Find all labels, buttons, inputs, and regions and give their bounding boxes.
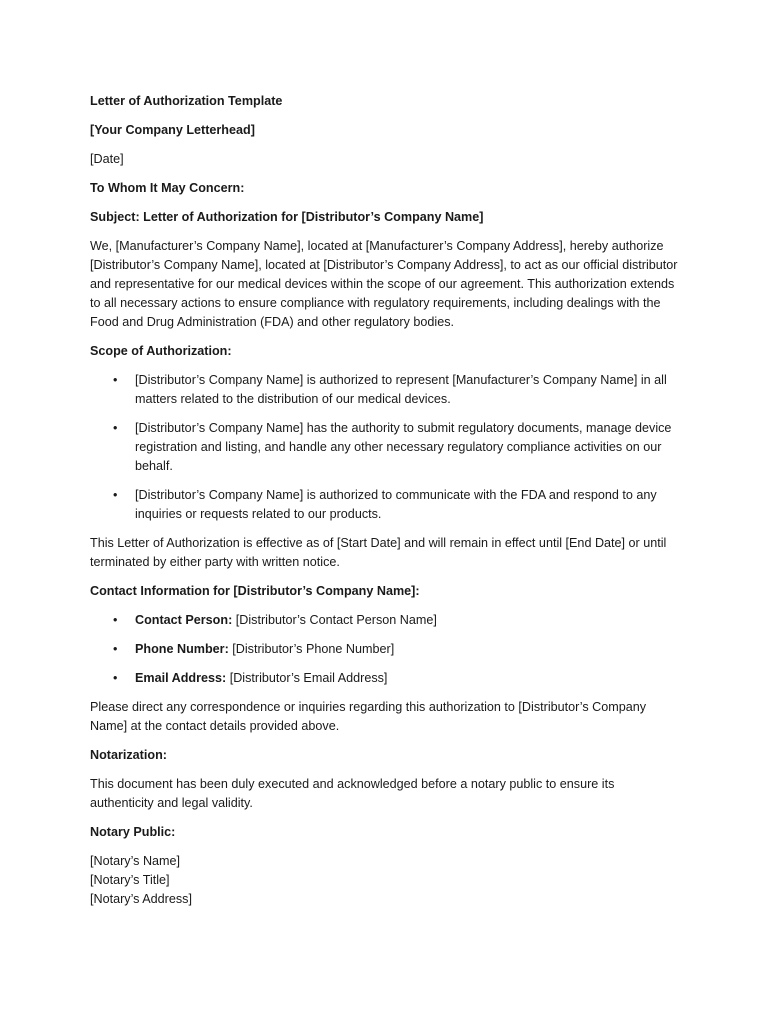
bullet-icon: • [113, 671, 118, 685]
contact-heading: Contact Information for [Distributor’s Company Name]: [90, 584, 420, 598]
letter-body [90, 92, 680, 909]
subject-line: Subject: Letter of Authorization for [Distributor’s Company Name] [90, 210, 484, 224]
scope-item-text: [Distributor’s Company Name] is authorized to communicate with the FDA and respond to any inquiries or requests related to our products. [135, 488, 657, 521]
date-placeholder: [Date] [90, 152, 124, 166]
contact-item [113, 669, 680, 688]
letterhead-placeholder: [Your Company Letterhead] [90, 123, 255, 137]
contact-value: [Distributor’s Phone Number] [228, 642, 395, 656]
bullet-icon: • [113, 488, 118, 502]
notary-address: [Notary’s Address] [90, 892, 192, 906]
scope-item [113, 486, 680, 524]
notarization-heading: Notarization: [90, 748, 167, 762]
scope-item [113, 371, 680, 409]
notary-title: [Notary’s Title] [90, 873, 170, 887]
contact-value: [Distributor’s Email Address] [226, 671, 388, 685]
contact-label: Phone Number: [135, 642, 229, 656]
notary-heading: Notary Public: [90, 825, 176, 839]
notary-block [90, 852, 680, 909]
contact-value: [Distributor’s Contact Person Name] [232, 613, 437, 627]
contact-label: Contact Person: [135, 613, 233, 627]
contact-list [90, 611, 680, 688]
bullet-icon: • [113, 421, 118, 435]
scope-list [90, 371, 680, 524]
direction-paragraph: Please direct any correspondence or inquiries regarding this authorization to [Distributor’s Company Name] at the contact details provided above. [90, 700, 647, 733]
scope-item-text: [Distributor’s Company Name] has the authority to submit regulatory documents, manage device registration and listing, and handle any other necessary regulatory compliance activities on our behalf. [135, 421, 672, 473]
contact-label: Email Address: [135, 671, 227, 685]
intro-paragraph: We, [Manufacturer’s Company Name], located at [Manufacturer’s Company Address], hereby authorize [Distributor’s Company Name], located at [Distributor’s Company Address], to act as our official distributor and representative for our medical devices within the scope of our agreement. This authorization extends to all necessary actions to ensure compliance with regulatory requirements, including dealings with the Food and Drug Administration (FDA) and other regulatory bodies. [90, 239, 678, 329]
contact-item [113, 640, 680, 659]
notary-name: [Notary’s Name] [90, 854, 181, 868]
notarization-paragraph: This document has been duly executed and acknowledged before a notary public to ensure its authenticity and legal validity. [90, 777, 615, 810]
salutation: To Whom It May Concern: [90, 181, 245, 195]
contact-item [113, 611, 680, 630]
scope-heading: Scope of Authorization: [90, 344, 232, 358]
scope-item-text: [Distributor’s Company Name] is authorized to represent [Manufacturer’s Company Name] in all matters related to the distribution of our medical devices. [135, 373, 667, 406]
bullet-icon: • [113, 642, 118, 656]
effective-paragraph: This Letter of Authorization is effective as of [Start Date] and will remain in effect until [End Date] or until terminated by either party with written notice. [90, 536, 667, 569]
document-title: Letter of Authorization Template [90, 94, 283, 108]
bullet-icon: • [113, 373, 118, 387]
scope-item [113, 419, 680, 476]
bullet-icon: • [113, 613, 118, 627]
